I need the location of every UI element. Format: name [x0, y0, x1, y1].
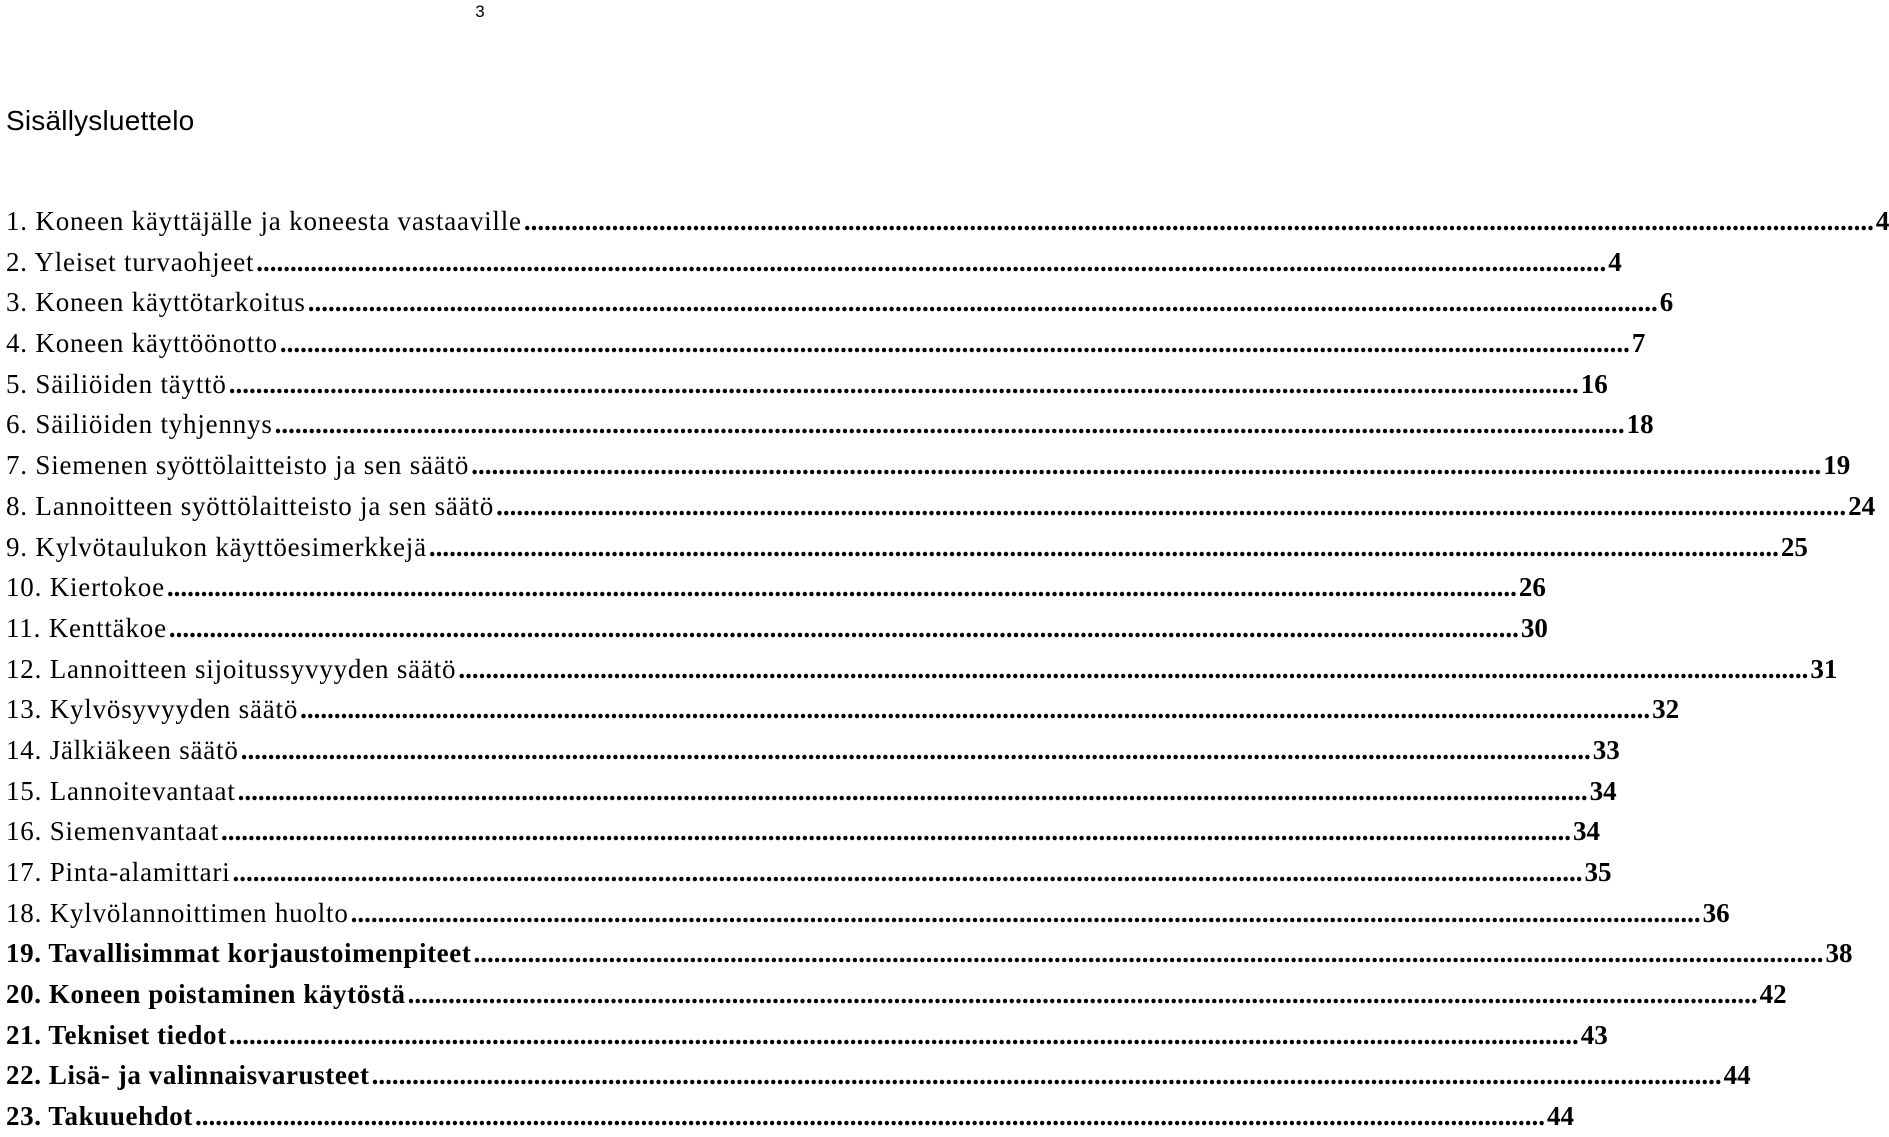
toc-entry-page: 24 — [1848, 490, 1876, 521]
toc-entry-label: 10. Kiertokoe — [6, 572, 165, 603]
toc-entry-label: 19. Tavallisimmat korjaustoimenpiteet — [6, 938, 472, 969]
toc-entry-label: 12. Lannoitteen sijoitussyvyyden säätö — [6, 653, 457, 684]
toc-entry — [6, 974, 1787, 1015]
dot-leader: ........................................................................................................................................................................................................ — [496, 490, 1847, 521]
dot-leader: ........................................................................................................................................................................................................ — [300, 694, 1651, 725]
dot-leader: ........................................................................................................................................................................................................ — [232, 857, 1583, 887]
dot-leader: ........................................................................................................................................................................................................ — [221, 816, 1572, 847]
dot-leader: ........................................................................................................................................................................................................ — [256, 246, 1607, 277]
toc-entry-page: 34 — [1589, 775, 1617, 806]
toc-entry-label: 18. Kylvölannoittimen huolto — [6, 897, 349, 928]
dot-leader: ........................................................................................................................................................................................................ — [166, 572, 1517, 603]
toc-entry — [6, 527, 1808, 568]
dot-leader: ........................................................................................................................................................................................................ — [168, 612, 1519, 643]
toc-entry — [6, 852, 1612, 893]
toc-entry-label: 4. Koneen käyttöönotto — [6, 328, 278, 359]
toc-entry — [6, 1015, 1608, 1056]
toc-entry — [6, 201, 1889, 242]
toc-entry-page: 25 — [1780, 531, 1808, 562]
dot-leader: ........................................................................................................................................................................................................ — [240, 734, 1591, 765]
dot-leader: ........................................................................................................................................................................................................ — [407, 979, 1758, 1010]
toc-entry — [6, 811, 1601, 852]
dot-leader: ........................................................................................................................................................................................................ — [228, 368, 1579, 399]
dot-leader: ........................................................................................................................................................................................................ — [237, 775, 1588, 806]
toc-entry-label: 17. Pinta-alamittari — [6, 857, 231, 887]
table-of-contents — [6, 201, 1889, 1137]
dot-leader: ........................................................................................................................................................................................................ — [279, 328, 1630, 359]
toc-entry-label: 20. Koneen poistaminen käytöstä — [6, 979, 406, 1010]
dot-leader: ........................................................................................................................................................................................................ — [371, 1060, 1722, 1091]
page-number: 3 — [475, 2, 485, 21]
toc-entry-label: 11. Kenttäkoe — [6, 612, 167, 643]
toc-entry-label: 7. Siemenen syöttölaitteisto ja sen säätö — [6, 450, 470, 481]
toc-entry-label: 8. Lannoitteen syöttölaitteisto ja sen säätö — [6, 490, 495, 521]
toc-entry — [6, 608, 1548, 649]
toc-entry-page: 44 — [1723, 1060, 1751, 1091]
dot-leader: ........................................................................................................................................................................................................ — [428, 531, 1779, 562]
toc-entry-page: 16 — [1580, 368, 1608, 399]
toc-entry-label: 3. Koneen käyttötarkoitus — [6, 287, 306, 318]
toc-entry-page: 32 — [1652, 694, 1680, 725]
toc-entry — [6, 1055, 1751, 1096]
toc-title: Sisällysluettelo — [6, 105, 195, 136]
toc-entry-page: 7 — [1631, 328, 1646, 359]
toc-entry — [6, 445, 1851, 486]
toc-entry — [6, 730, 1620, 771]
toc-entry-page: 35 — [1584, 857, 1612, 887]
dot-leader: ........................................................................................................................................................................................................ — [471, 450, 1822, 481]
toc-entry-page: 6 — [1659, 287, 1674, 318]
toc-entry-label: 2. Yleiset turvaohjeet — [6, 246, 255, 277]
dot-leader: ........................................................................................................................................................................................................ — [307, 287, 1658, 318]
dot-leader: ........................................................................................................................................................................................................ — [228, 1019, 1579, 1050]
toc-entry — [6, 1096, 1574, 1137]
toc-entry-page: 19 — [1823, 450, 1851, 481]
toc-entry-label: 14. Jälkiäkeen säätö — [6, 734, 239, 765]
dot-leader: ........................................................................................................................................................................................................ — [274, 409, 1625, 440]
toc-entry-page: 4 — [1608, 246, 1622, 277]
toc-entry-label: 1. Koneen käyttäjälle ja koneesta vastaaville — [6, 206, 522, 236]
toc-entry-page: 43 — [1580, 1019, 1608, 1050]
toc-entry — [6, 323, 1646, 364]
toc-entry-page: 26 — [1518, 572, 1546, 603]
toc-entry-label: 13. Kylvösyvyyden säätö — [6, 694, 299, 725]
toc-entry — [6, 567, 1546, 608]
dot-leader: ........................................................................................................................................................................................................ — [473, 938, 1824, 969]
toc-entry-page: 44 — [1547, 1101, 1574, 1132]
toc-entry-label: 23. Takuuehdot — [6, 1101, 193, 1132]
toc-entry-page: 34 — [1573, 816, 1601, 847]
toc-entry-page: 30 — [1520, 612, 1548, 643]
toc-entry-page: 18 — [1626, 409, 1654, 440]
toc-entry-label: 6. Säiliöiden tyhjennys — [6, 409, 273, 440]
toc-entry-label: 15. Lannoitevantaat — [6, 775, 236, 806]
toc-entry — [6, 242, 1622, 283]
toc-entry-page: 33 — [1592, 734, 1620, 765]
toc-entry — [6, 771, 1617, 812]
toc-entry-label: 5. Säiliöiden täyttö — [6, 368, 227, 399]
toc-entry — [6, 893, 1730, 934]
toc-entry-page: 4 — [1875, 206, 1889, 236]
toc-entry — [6, 933, 1853, 974]
toc-entry-page: 31 — [1810, 653, 1838, 684]
toc-entry-label: 21. Tekniset tiedot — [6, 1019, 227, 1050]
toc-entry-label: 16. Siemenvantaat — [6, 816, 220, 847]
dot-leader: ........................................................................................................................................................................................................ — [350, 897, 1701, 928]
toc-entry-page: 42 — [1759, 979, 1787, 1010]
toc-entry — [6, 282, 1674, 323]
toc-entry — [6, 404, 1654, 445]
toc-entry — [6, 486, 1876, 527]
dot-leader: ........................................................................................................................................................................................................ — [458, 653, 1809, 684]
toc-entry — [6, 689, 1680, 730]
dot-leader: ........................................................................................................................................................................................................ — [195, 1101, 1545, 1132]
dot-leader: ........................................................................................................................................................................................................ — [523, 206, 1874, 236]
toc-entry-page: 38 — [1825, 938, 1853, 969]
toc-entry — [6, 649, 1838, 690]
toc-entry — [6, 364, 1608, 405]
toc-entry-label: 9. Kylvötaulukon käyttöesimerkkejä — [6, 531, 427, 562]
toc-entry-label: 22. Lisä- ja valinnaisvarusteet — [6, 1060, 370, 1091]
toc-entry-page: 36 — [1702, 897, 1730, 928]
